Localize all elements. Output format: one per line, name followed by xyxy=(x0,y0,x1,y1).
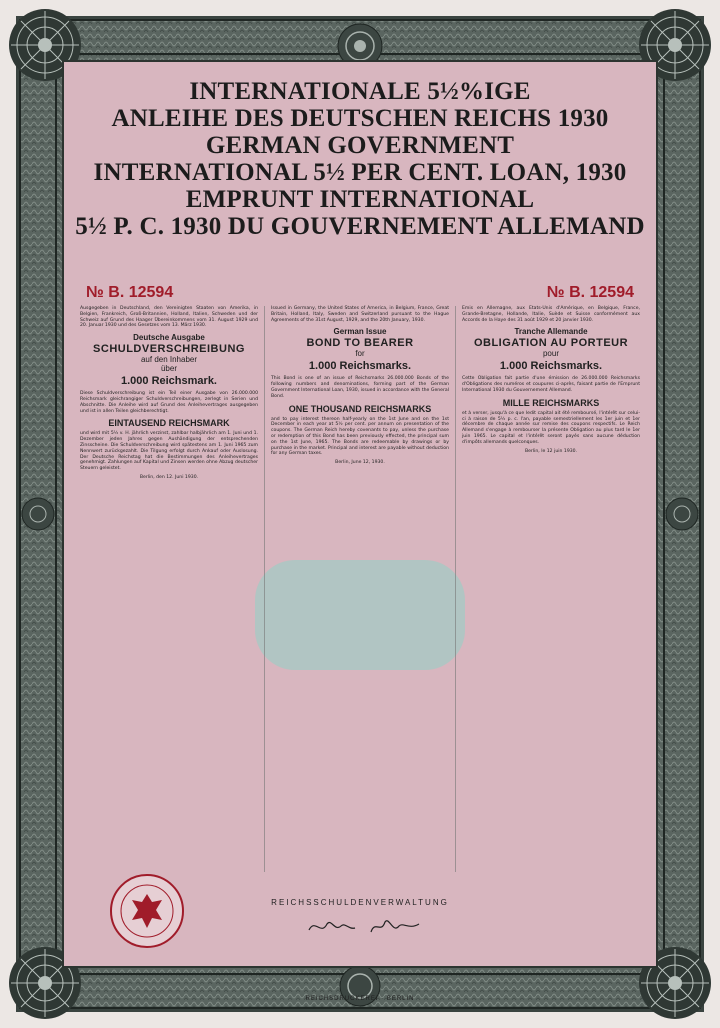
issue-label: Tranche Allemande xyxy=(514,327,588,337)
signatures xyxy=(305,912,425,940)
issue-label: German Issue xyxy=(333,327,387,337)
french-column xyxy=(462,306,640,872)
amount-in-words: EINTAUSEND REICHSMARK xyxy=(108,418,230,429)
title-line: INTERNATIONAL 5½ PER CENT. LOAN, 1930 xyxy=(93,159,627,186)
terms-text: und wird mit 5½ v. H. jährlich verzinst, zahlbar halbjährlich am 1. Juni und 1. Dezember jeden Jahres gegen Aushändigung der entsprechenden Zinsscheine. Die Schuldverschreibung wird spätestens am 1. Juni 1965 zum Nennwert zurückgezahlt. Die Tilgung erfolgt durch Ankauf oder Auslosung. Der Deutsche Reichstag hat die Bestimmungen des Anleihevertrages genehmigt. Zahlungen auf Kapital und Zinsen werden ohne Abzug deutscher Steuern geleistet. xyxy=(80,431,258,472)
issuing-authority: REICHSSCHULDENVERWALTUNG xyxy=(271,898,449,907)
title-line: GERMAN GOVERNMENT xyxy=(205,132,515,159)
intro-text: Emis en Allemagne, aux Etats-Unis d'Amérique, en Belgique, France, Grande-Bretagne, Hollande, Italie, Suède et Suisse conformément aux Accords de la Haye des 31 août 1929 et 20 janvier 1930. xyxy=(462,306,640,323)
issue-label: Deutsche Ausgabe xyxy=(133,333,205,343)
bond-heading: SCHULDVERSCHREIBUNG xyxy=(93,343,245,356)
title-line: 5½ P. C. 1930 DU GOUVERNEMENT ALLEMAND xyxy=(75,213,645,240)
intro-text: Ausgegeben in Deutschland, den Vereinigten Staaten von Amerika, in Belgien, Frankreich, Groß-Britannien, Holland, Italien, Schweden und der Schweiz auf Grund des Haager Übereinkommens vom 31. August 1929 und 20. Januar 1930 und des Gesetzes vom 13. März 1930. xyxy=(80,306,258,329)
bond-subheading: pour xyxy=(542,349,559,359)
terms-text: This Bond is one of an issue of Reichsmarks 26.000.000 Bonds of the following numbers and denominations, forming part of the German Government International Loan, 1930, issued in accordance with the General Bond. xyxy=(271,376,449,399)
bond-subheading: for xyxy=(355,349,365,359)
place-date: Berlin, den 12. Juni 1930. xyxy=(139,474,199,480)
column-divider xyxy=(264,306,265,872)
denomination: 1.000 Reichsmarks. xyxy=(499,360,603,373)
title-line: ANLEIHE DES DEUTSCHEN REICHS 1930 xyxy=(111,105,609,132)
amount-in-words: MILLE REICHSMARKS xyxy=(502,397,600,408)
bond-title xyxy=(62,78,658,240)
reich-eagle-seal xyxy=(108,872,186,950)
bond-heading: OBLIGATION AU PORTEUR xyxy=(473,337,629,350)
serial-number-right: № B. 12594 xyxy=(546,284,634,301)
column-divider xyxy=(455,306,456,872)
trilingual-text xyxy=(80,306,640,872)
bond-subheading: auf den Inhaber xyxy=(140,355,198,365)
place-date: Berlin, June 12, 1930. xyxy=(335,460,385,466)
terms-text: Diese Schuldverschreibung ist ein Teil einer Ausgabe von 26.000.000 Reichsmark gleichrangiger Schuldverschreibungen, zerlegt in Serien und Abschnitte. Die Anleihe wird auf Grund des Anleihevertrages ausgegeben und ist in allen Teilen gleichberechtigt. xyxy=(80,391,258,414)
german-column xyxy=(80,306,258,872)
place-date: Berlin, le 12 juin 1930. xyxy=(524,448,578,454)
intro-text: Issued in Germany, the United States of America, in Belgium, France, Great Britain, Holland, Italy, Sweden and Switzerland pursuant to the Hague Agreements of the 31st August, 1929, and the 20th January, 1930. xyxy=(271,306,449,323)
amount-in-words: ONE THOUSAND REICHSMARKS xyxy=(288,403,432,414)
bond-heading: BOND TO BEARER xyxy=(306,337,414,350)
serial-number-left: № B. 12594 xyxy=(86,284,174,301)
denomination: 1.000 Reichsmark. xyxy=(120,375,217,388)
title-line: INTERNATIONALE 5½%IGE xyxy=(189,78,531,105)
terms-text: and to pay interest thereon half-yearly on the 1st June and on the 1st December in each year at 5½ per cent. per annum on presentation of the coupons. The German Reich hereby covenants to pay, unless the purchase or redemption of this Bond has been previously effected, the principal sum on the 1st June, 1965. The Bonds are redeemable by drawings or by purchase in the market. Principal and interest are payable without deduction for any German taxes. xyxy=(271,416,449,457)
title-line: EMPRUNT INTERNATIONAL xyxy=(185,186,535,213)
terms-text: Cette Obligation fait partie d'une émission de 26.000.000 Reichsmarks d'Obligations des numéros et coupures ci-après, faisant partie de l'Emprunt International 1930 du Gouvernement Allemand. xyxy=(462,376,640,393)
printer-imprint: REICHSDRUCKEREI · BERLIN xyxy=(305,996,415,1002)
denomination: 1.000 Reichsmarks. xyxy=(308,360,412,373)
english-column xyxy=(271,306,449,872)
bond-subheading: über xyxy=(160,364,177,374)
terms-text: et à verser, jusqu'à ce que ledit capital ait été remboursé, l'intérêt sur celui-ci à raison de 5½ p. c. l'an, payable semestriellement les 1er juin et 1er décembre de chaque année sur remise des coupons respectifs. Le Reich Allemand s'engage à rembourser la présente Obligation au plus tard le 1er juin 1965. Le capital et l'intérêt seront payés sans aucune déduction d'impôts allemands quelconques. xyxy=(462,410,640,445)
